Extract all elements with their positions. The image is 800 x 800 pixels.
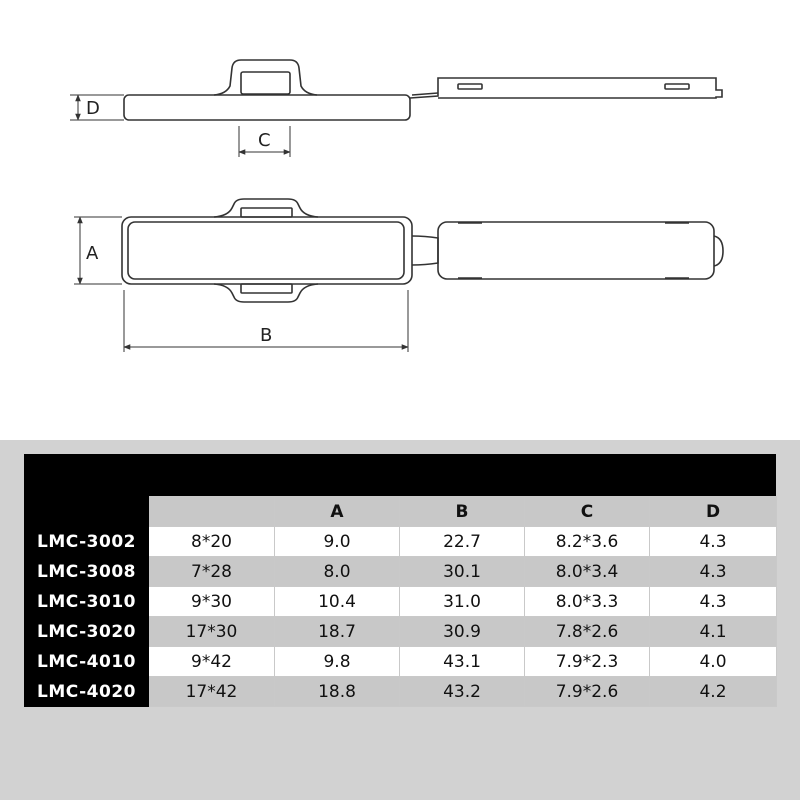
b-cell: 31.0 bbox=[400, 587, 525, 617]
side-tail-slot-right bbox=[665, 84, 689, 89]
a-cell: 10.4 bbox=[275, 587, 400, 617]
a-cell: 8.0 bbox=[275, 557, 400, 587]
c-cell: 8.2*3.6 bbox=[525, 527, 650, 557]
dimension-d-label: D bbox=[86, 98, 100, 119]
size-cell: 17*42 bbox=[149, 677, 275, 707]
c-cell: 7.8*2.6 bbox=[525, 617, 650, 647]
a-cell: 18.8 bbox=[275, 677, 400, 707]
a-cell: 9.8 bbox=[275, 647, 400, 677]
size-cell: 8*20 bbox=[149, 527, 275, 557]
spec-header-bar bbox=[24, 454, 776, 496]
b-cell: 30.1 bbox=[400, 557, 525, 587]
top-tail bbox=[438, 222, 714, 279]
table-row bbox=[25, 677, 777, 707]
table-row bbox=[25, 557, 777, 587]
side-view bbox=[124, 60, 722, 120]
c-cell: 8.0*3.3 bbox=[525, 587, 650, 617]
d-cell: 4.3 bbox=[650, 527, 777, 557]
side-body bbox=[124, 95, 410, 120]
side-clip-window bbox=[241, 72, 290, 94]
b-cell: 30.9 bbox=[400, 617, 525, 647]
table-row bbox=[25, 527, 777, 557]
top-body-outer bbox=[122, 217, 412, 284]
b-cell: 43.2 bbox=[400, 677, 525, 707]
d-cell: 4.3 bbox=[650, 557, 777, 587]
column-header: D bbox=[650, 497, 777, 527]
size-cell: 7*28 bbox=[149, 557, 275, 587]
d-cell: 4.1 bbox=[650, 617, 777, 647]
a-cell: 18.7 bbox=[275, 617, 400, 647]
spec-section bbox=[0, 440, 800, 800]
column-header: C bbox=[525, 497, 650, 527]
model-cell: LMC-3008 bbox=[25, 557, 149, 587]
column-header bbox=[149, 497, 275, 527]
dimension-b-label: B bbox=[260, 325, 273, 346]
table-row bbox=[25, 617, 777, 647]
b-cell: 22.7 bbox=[400, 527, 525, 557]
d-cell: 4.3 bbox=[650, 587, 777, 617]
size-cell: 9*42 bbox=[149, 647, 275, 677]
model-cell: LMC-3010 bbox=[25, 587, 149, 617]
table-row bbox=[25, 647, 777, 677]
size-cell: 17*30 bbox=[149, 617, 275, 647]
b-cell: 43.1 bbox=[400, 647, 525, 677]
model-cell: LMC-3020 bbox=[25, 617, 149, 647]
top-body-inner bbox=[128, 222, 404, 279]
model-cell: LMC-4020 bbox=[25, 677, 149, 707]
table-corner bbox=[25, 497, 149, 527]
side-tail-slot-left bbox=[458, 84, 482, 89]
size-cell: 9*30 bbox=[149, 587, 275, 617]
dimension-a-label: A bbox=[86, 243, 99, 264]
table-header-row bbox=[25, 497, 777, 527]
a-cell: 9.0 bbox=[275, 527, 400, 557]
spec-table bbox=[24, 496, 777, 707]
table-row bbox=[25, 587, 777, 617]
c-cell: 8.0*3.4 bbox=[525, 557, 650, 587]
model-cell: LMC-4010 bbox=[25, 647, 149, 677]
d-cell: 4.0 bbox=[650, 647, 777, 677]
dimension-c-label: C bbox=[258, 130, 271, 151]
model-cell: LMC-3002 bbox=[25, 527, 149, 557]
column-header: A bbox=[275, 497, 400, 527]
column-header: B bbox=[400, 497, 525, 527]
d-cell: 4.2 bbox=[650, 677, 777, 707]
side-tail bbox=[410, 78, 722, 98]
top-neck bbox=[412, 236, 438, 265]
side-clip bbox=[214, 60, 317, 95]
c-cell: 7.9*2.3 bbox=[525, 647, 650, 677]
c-cell: 7.9*2.6 bbox=[525, 677, 650, 707]
top-view bbox=[122, 199, 723, 302]
